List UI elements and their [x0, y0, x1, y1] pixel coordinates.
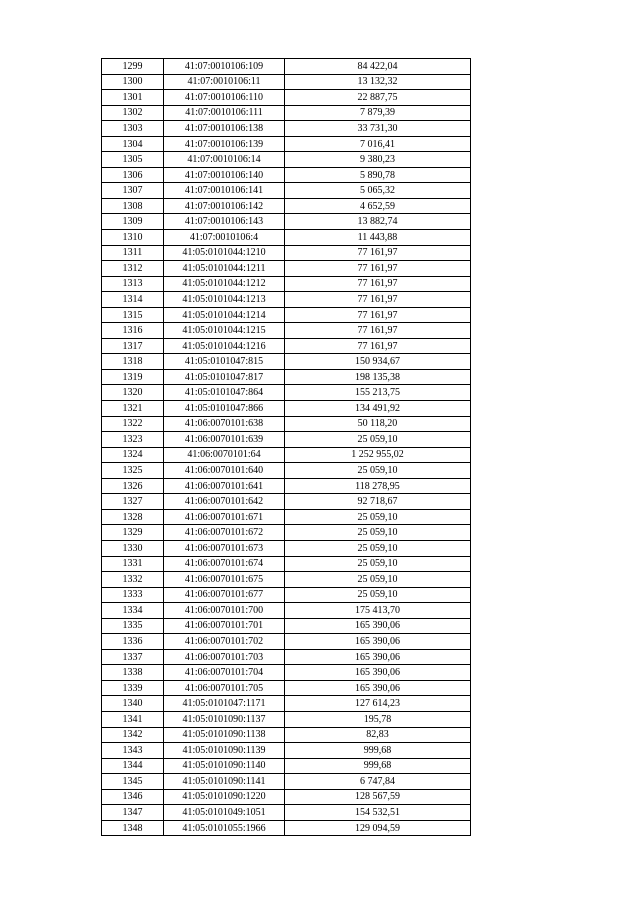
- cadastral-value: 150 934,67: [285, 354, 471, 370]
- table-row: [102, 385, 471, 401]
- table-row: [102, 261, 471, 277]
- cadastral-value: 13 882,74: [285, 214, 471, 230]
- table-row: [102, 789, 471, 805]
- cadastral-number: 41:06:0070101:701: [164, 618, 285, 634]
- table-row: [102, 820, 471, 836]
- table-row: [102, 587, 471, 603]
- row-number: 1299: [102, 59, 164, 75]
- cadastral-value-table: [101, 58, 471, 836]
- cadastral-value: 9 380,23: [285, 152, 471, 168]
- table-row: [102, 198, 471, 214]
- row-number: 1310: [102, 230, 164, 246]
- row-number: 1343: [102, 743, 164, 759]
- table-row: [102, 572, 471, 588]
- table-row: [102, 540, 471, 556]
- row-number: 1305: [102, 152, 164, 168]
- row-number: 1344: [102, 758, 164, 774]
- cadastral-number: 41:07:0010106:142: [164, 198, 285, 214]
- table-row: [102, 152, 471, 168]
- row-number: 1330: [102, 540, 164, 556]
- table-row: [102, 276, 471, 292]
- row-number: 1331: [102, 556, 164, 572]
- row-number: 1324: [102, 447, 164, 463]
- cadastral-number: 41:05:0101090:1220: [164, 789, 285, 805]
- row-number: 1320: [102, 385, 164, 401]
- cadastral-number: 41:06:0070101:64: [164, 447, 285, 463]
- row-number: 1306: [102, 167, 164, 183]
- cadastral-number: 41:07:0010106:14: [164, 152, 285, 168]
- cadastral-value: 25 059,10: [285, 432, 471, 448]
- cadastral-value: 129 094,59: [285, 820, 471, 836]
- table-row: [102, 649, 471, 665]
- cadastral-value: 25 059,10: [285, 572, 471, 588]
- cadastral-number: 41:05:0101090:1139: [164, 743, 285, 759]
- cadastral-number: 41:05:0101047:817: [164, 369, 285, 385]
- table-row: [102, 292, 471, 308]
- cadastral-value: 84 422,04: [285, 59, 471, 75]
- table-row: [102, 727, 471, 743]
- cadastral-value: 82,83: [285, 727, 471, 743]
- row-number: 1312: [102, 261, 164, 277]
- cadastral-number: 41:07:0010106:110: [164, 90, 285, 106]
- cadastral-number: 41:06:0070101:702: [164, 634, 285, 650]
- cadastral-number: 41:06:0070101:640: [164, 463, 285, 479]
- row-number: 1335: [102, 618, 164, 634]
- row-number: 1307: [102, 183, 164, 199]
- cadastral-value: 195,78: [285, 711, 471, 727]
- row-number: 1322: [102, 416, 164, 432]
- row-number: 1332: [102, 572, 164, 588]
- row-number: 1328: [102, 509, 164, 525]
- cadastral-value: 77 161,97: [285, 307, 471, 323]
- row-number: 1301: [102, 90, 164, 106]
- row-number: 1342: [102, 727, 164, 743]
- cadastral-value: 7 016,41: [285, 136, 471, 152]
- cadastral-number: 41:05:0101047:864: [164, 385, 285, 401]
- cadastral-value: 22 887,75: [285, 90, 471, 106]
- row-number: 1336: [102, 634, 164, 650]
- row-number: 1317: [102, 338, 164, 354]
- table-row: [102, 230, 471, 246]
- row-number: 1319: [102, 369, 164, 385]
- cadastral-value: 6 747,84: [285, 774, 471, 790]
- row-number: 1334: [102, 603, 164, 619]
- row-number: 1315: [102, 307, 164, 323]
- table-row: [102, 432, 471, 448]
- row-number: 1314: [102, 292, 164, 308]
- cadastral-number: 41:07:0010106:141: [164, 183, 285, 199]
- cadastral-value: 77 161,97: [285, 338, 471, 354]
- row-number: 1318: [102, 354, 164, 370]
- cadastral-number: 41:06:0070101:671: [164, 509, 285, 525]
- table-row: [102, 618, 471, 634]
- cadastral-value: 134 491,92: [285, 401, 471, 417]
- cadastral-number: 41:06:0070101:705: [164, 680, 285, 696]
- cadastral-number: 41:06:0070101:638: [164, 416, 285, 432]
- cadastral-number: 41:05:0101044:1214: [164, 307, 285, 323]
- cadastral-value: 165 390,06: [285, 634, 471, 650]
- cadastral-number: 41:06:0070101:639: [164, 432, 285, 448]
- table-row: [102, 805, 471, 821]
- row-number: 1308: [102, 198, 164, 214]
- row-number: 1325: [102, 463, 164, 479]
- cadastral-value: 999,68: [285, 758, 471, 774]
- cadastral-value: 25 059,10: [285, 509, 471, 525]
- cadastral-number: 41:06:0070101:677: [164, 587, 285, 603]
- table-row: [102, 354, 471, 370]
- cadastral-number: 41:06:0070101:675: [164, 572, 285, 588]
- cadastral-value: 128 567,59: [285, 789, 471, 805]
- row-number: 1337: [102, 649, 164, 665]
- table-row: [102, 509, 471, 525]
- cadastral-value: 77 161,97: [285, 292, 471, 308]
- table-row: [102, 183, 471, 199]
- cadastral-value: 25 059,10: [285, 540, 471, 556]
- cadastral-number: 41:05:0101044:1215: [164, 323, 285, 339]
- cadastral-value: 25 059,10: [285, 587, 471, 603]
- cadastral-number: 41:05:0101044:1211: [164, 261, 285, 277]
- table-row: [102, 323, 471, 339]
- cadastral-number: 41:05:0101047:1171: [164, 696, 285, 712]
- cadastral-value: 4 652,59: [285, 198, 471, 214]
- cadastral-number: 41:06:0070101:672: [164, 525, 285, 541]
- table-row: [102, 338, 471, 354]
- cadastral-number: 41:07:0010106:139: [164, 136, 285, 152]
- cadastral-value: 165 390,06: [285, 618, 471, 634]
- cadastral-value: 5 065,32: [285, 183, 471, 199]
- cadastral-number: 41:07:0010106:11: [164, 74, 285, 90]
- row-number: 1338: [102, 665, 164, 681]
- row-number: 1329: [102, 525, 164, 541]
- cadastral-value: 25 059,10: [285, 463, 471, 479]
- table-row: [102, 59, 471, 75]
- table-row: [102, 245, 471, 261]
- table-row: [102, 90, 471, 106]
- cadastral-value: 77 161,97: [285, 261, 471, 277]
- cadastral-number: 41:07:0010106:4: [164, 230, 285, 246]
- cadastral-value: 5 890,78: [285, 167, 471, 183]
- row-number: 1327: [102, 494, 164, 510]
- row-number: 1303: [102, 121, 164, 137]
- table-row: [102, 416, 471, 432]
- table-row: [102, 167, 471, 183]
- table-body: [102, 59, 471, 836]
- cadastral-number: 41:06:0070101:642: [164, 494, 285, 510]
- cadastral-number: 41:05:0101090:1137: [164, 711, 285, 727]
- cadastral-value: 13 132,32: [285, 74, 471, 90]
- row-number: 1316: [102, 323, 164, 339]
- cadastral-number: 41:07:0010106:109: [164, 59, 285, 75]
- cadastral-number: 41:06:0070101:704: [164, 665, 285, 681]
- table-row: [102, 758, 471, 774]
- row-number: 1326: [102, 478, 164, 494]
- table-row: [102, 214, 471, 230]
- table-row: [102, 634, 471, 650]
- cadastral-value: 77 161,97: [285, 323, 471, 339]
- cadastral-value: 165 390,06: [285, 649, 471, 665]
- row-number: 1340: [102, 696, 164, 712]
- table-row: [102, 680, 471, 696]
- cadastral-value: 77 161,97: [285, 276, 471, 292]
- cadastral-value: 1 252 955,02: [285, 447, 471, 463]
- cadastral-value: 50 118,20: [285, 416, 471, 432]
- cadastral-value: 165 390,06: [285, 665, 471, 681]
- table-row: [102, 525, 471, 541]
- cadastral-value: 92 718,67: [285, 494, 471, 510]
- row-number: 1341: [102, 711, 164, 727]
- row-number: 1339: [102, 680, 164, 696]
- cadastral-number: 41:05:0101044:1216: [164, 338, 285, 354]
- row-number: 1348: [102, 820, 164, 836]
- cadastral-value: 165 390,06: [285, 680, 471, 696]
- cadastral-value: 155 213,75: [285, 385, 471, 401]
- cadastral-number: 41:06:0070101:700: [164, 603, 285, 619]
- cadastral-number: 41:07:0010106:140: [164, 167, 285, 183]
- table-row: [102, 494, 471, 510]
- table-row: [102, 447, 471, 463]
- cadastral-number: 41:07:0010106:143: [164, 214, 285, 230]
- cadastral-value: 118 278,95: [285, 478, 471, 494]
- cadastral-number: 41:05:0101090:1140: [164, 758, 285, 774]
- table-row: [102, 603, 471, 619]
- row-number: 1345: [102, 774, 164, 790]
- table-row: [102, 696, 471, 712]
- cadastral-value: 77 161,97: [285, 245, 471, 261]
- row-number: 1347: [102, 805, 164, 821]
- cadastral-value: 175 413,70: [285, 603, 471, 619]
- cadastral-value: 33 731,30: [285, 121, 471, 137]
- table-row: [102, 74, 471, 90]
- row-number: 1302: [102, 105, 164, 121]
- cadastral-number: 41:05:0101044:1213: [164, 292, 285, 308]
- cadastral-number: 41:05:0101047:866: [164, 401, 285, 417]
- table-row: [102, 711, 471, 727]
- cadastral-number: 41:05:0101055:1966: [164, 820, 285, 836]
- row-number: 1333: [102, 587, 164, 603]
- table-row: [102, 463, 471, 479]
- row-number: 1304: [102, 136, 164, 152]
- table-row: [102, 105, 471, 121]
- table-row: [102, 556, 471, 572]
- cadastral-number: 41:05:0101090:1138: [164, 727, 285, 743]
- cadastral-number: 41:05:0101044:1212: [164, 276, 285, 292]
- cadastral-number: 41:06:0070101:674: [164, 556, 285, 572]
- table-row: [102, 121, 471, 137]
- cadastral-number: 41:05:0101044:1210: [164, 245, 285, 261]
- cadastral-value: 999,68: [285, 743, 471, 759]
- cadastral-value: 7 879,39: [285, 105, 471, 121]
- cadastral-value: 25 059,10: [285, 556, 471, 572]
- cadastral-number: 41:07:0010106:111: [164, 105, 285, 121]
- cadastral-value: 198 135,38: [285, 369, 471, 385]
- row-number: 1346: [102, 789, 164, 805]
- row-number: 1321: [102, 401, 164, 417]
- cadastral-number: 41:06:0070101:641: [164, 478, 285, 494]
- cadastral-number: 41:07:0010106:138: [164, 121, 285, 137]
- cadastral-number: 41:06:0070101:673: [164, 540, 285, 556]
- row-number: 1300: [102, 74, 164, 90]
- row-number: 1313: [102, 276, 164, 292]
- cadastral-value: 25 059,10: [285, 525, 471, 541]
- cadastral-number: 41:06:0070101:703: [164, 649, 285, 665]
- table-row: [102, 774, 471, 790]
- table-row: [102, 307, 471, 323]
- table-row: [102, 369, 471, 385]
- cadastral-value: 127 614,23: [285, 696, 471, 712]
- row-number: 1323: [102, 432, 164, 448]
- table-row: [102, 401, 471, 417]
- cadastral-value: 11 443,88: [285, 230, 471, 246]
- cadastral-number: 41:05:0101090:1141: [164, 774, 285, 790]
- row-number: 1309: [102, 214, 164, 230]
- row-number: 1311: [102, 245, 164, 261]
- cadastral-value: 154 532,51: [285, 805, 471, 821]
- cadastral-number: 41:05:0101049:1051: [164, 805, 285, 821]
- table-row: [102, 665, 471, 681]
- table-row: [102, 743, 471, 759]
- cadastral-number: 41:05:0101047:815: [164, 354, 285, 370]
- table-row: [102, 478, 471, 494]
- table-row: [102, 136, 471, 152]
